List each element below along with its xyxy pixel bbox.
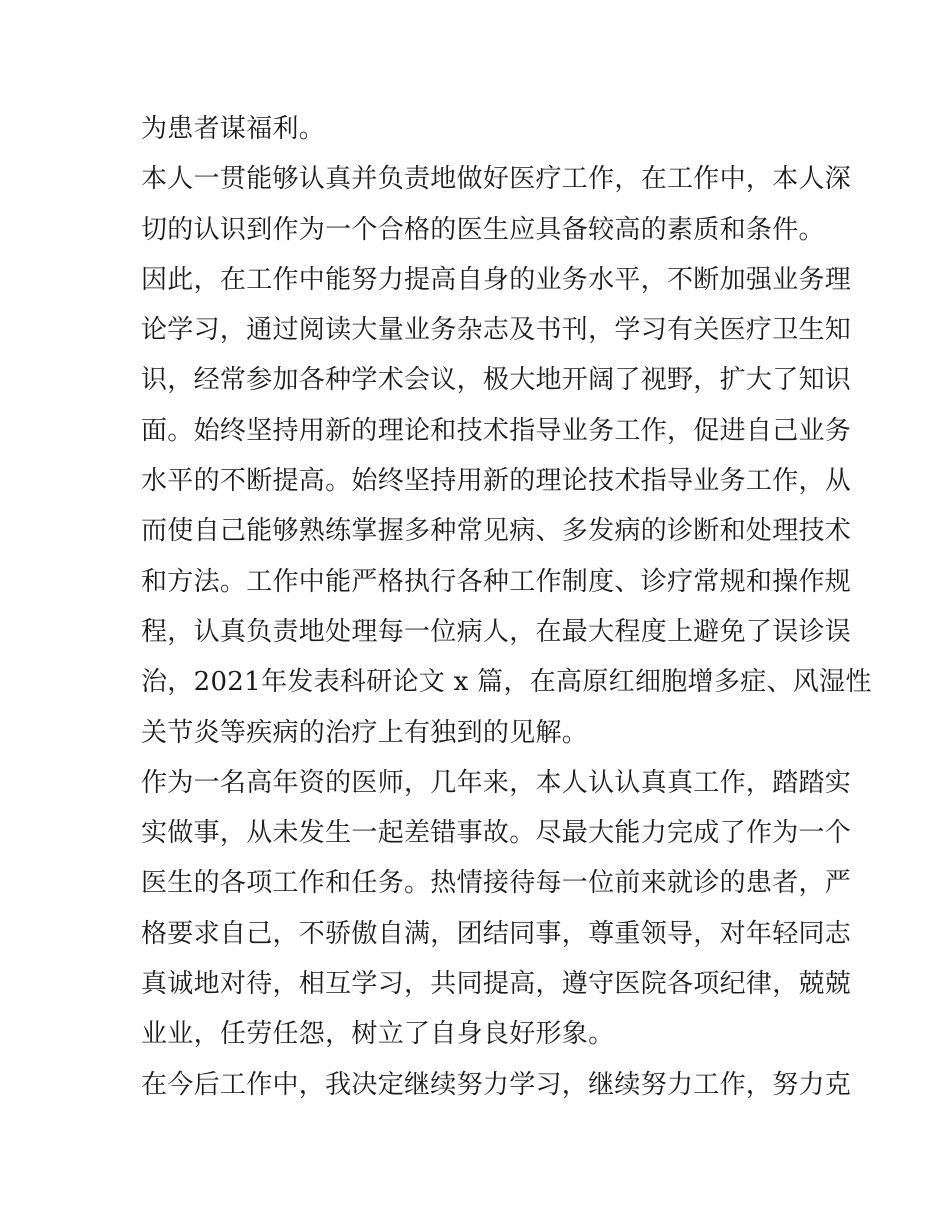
text-line: 在今后工作中，我决定继续努力学习，继续努力工作，努力克: [141, 1069, 852, 1100]
text-line: 真诚地对待，相互学习，共同提高，遵守医院各项纪律，兢兢: [141, 969, 852, 1000]
text-line: 本人一贯能够认真并负责地做好医疗工作，在工作中，本人深: [141, 164, 852, 195]
text-line: 治，2021年发表科研论文 x 篇，在高原红细胞增多症、风湿性: [141, 667, 872, 698]
text-line: 切的认识到作为一个合格的医生应具备较高的素质和条件。: [141, 214, 825, 245]
text-line: 因此，在工作中能努力提高自身的业务水平，不断加强业务理: [141, 264, 852, 295]
text-line: 业业，任劳任怨，树立了自身良好形象。: [141, 1019, 615, 1050]
text-line: 而使自己能够熟练掌握多种常见病、多发病的诊断和处理技术: [141, 516, 852, 547]
text-line: 论学习，通过阅读大量业务杂志及书刊，学习有关医疗卫生知: [141, 315, 852, 346]
text-line: 和方法。工作中能严格执行各种工作制度、诊疗常规和操作规: [141, 566, 852, 597]
text-line: 程，认真负责地处理每一位病人，在最大程度上避免了误诊误: [141, 616, 852, 647]
text-line: 为患者谋福利。: [141, 114, 326, 144]
text-line: 关节炎等疾病的治疗上有独到的见解。: [141, 717, 589, 748]
text-line: 作为一名高年资的医师，几年来，本人认认真真工作，踏踏实: [141, 767, 852, 798]
document-body: [141, 108, 872, 1114]
text-line: 水平的不断提高。始终坚持用新的理论技术指导业务工作，从: [141, 466, 852, 497]
text-line: 格要求自己，不骄傲自满，团结同事，尊重领导，对年轻同志: [141, 918, 852, 949]
text-line: 实做事，从未发生一起差错事故。尽最大能力完成了作为一个: [141, 818, 852, 849]
text-line: 面。始终坚持用新的理论和技术指导业务工作，促进自己业务: [141, 415, 852, 446]
text-line: 识，经常参加各种学术会议，极大地开阔了视野，扩大了知识: [141, 365, 852, 396]
text-line: 医生的各项工作和任务。热情接待每一位前来就诊的患者，严: [141, 868, 852, 899]
